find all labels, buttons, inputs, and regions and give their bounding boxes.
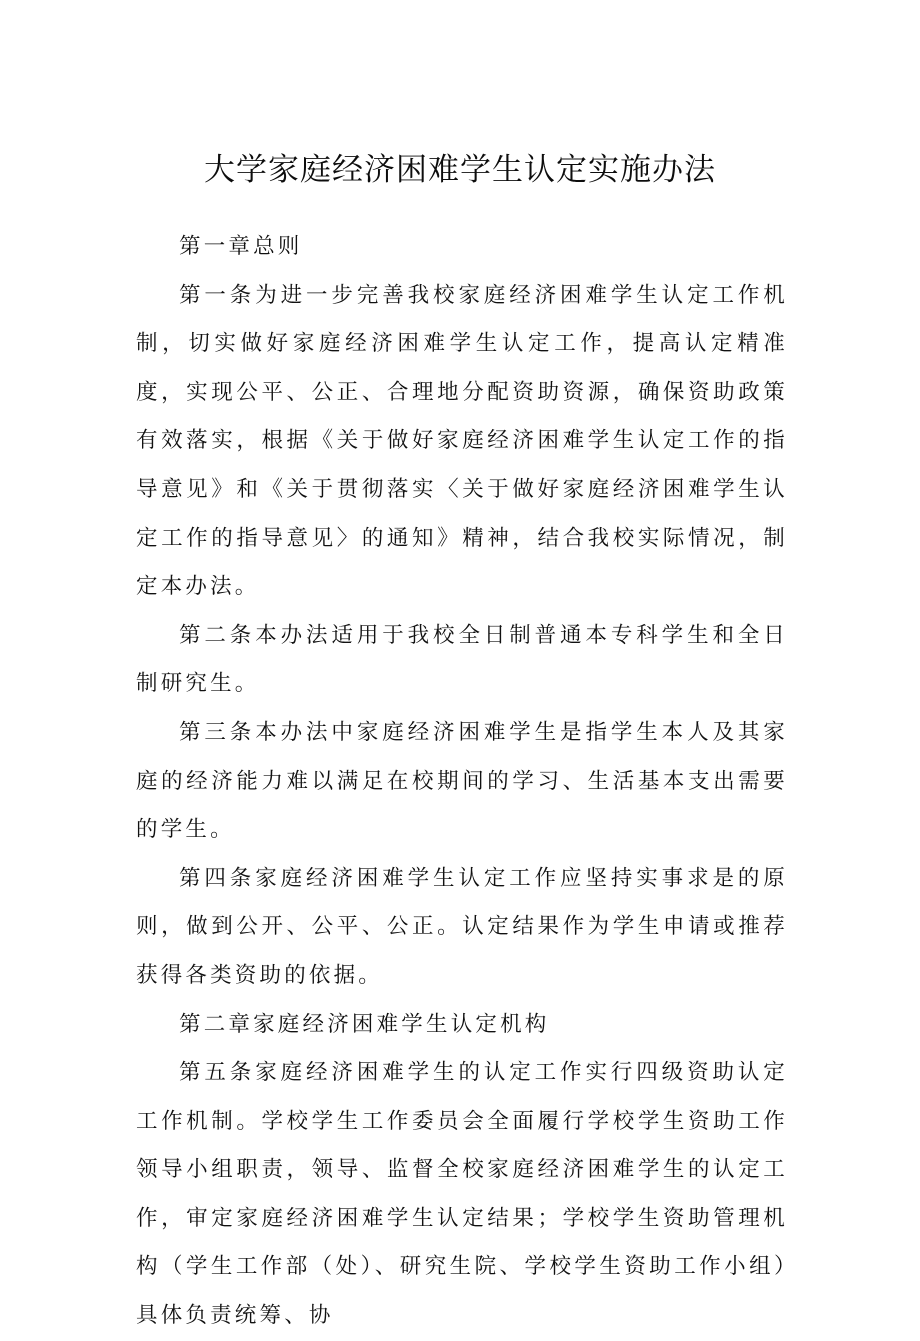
document-body [136, 223, 788, 1341]
document-title: 大学家庭经济困难学生认定实施办法 [204, 152, 716, 188]
article-2: 第二条本办法适用于我校全日制普通本专科学生和全日制研究生。 [136, 622, 788, 697]
article-4: 第四条家庭经济困难学生认定工作应坚持实事求是的原则，做到公开、公平、公正。认定结果作为学生申请或推荐获得各类资助的依据。 [136, 865, 788, 988]
article-1: 第一条为进一步完善我校家庭经济困难学生认定工作机制，切实做好家庭经济困难学生认定工作，提高认定精准度，实现公平、公正、合理地分配资助资源，确保资助政策有效落实，根据《关于做好家庭经济困难学生认定工作的指导意见》和《关于贯彻落实〈关于做好家庭经济困难学生认定工作的指导意见〉的通知》精神，结合我校实际情况，制定本办法。 [136, 282, 788, 600]
chapter-heading-1: 第一章总则 [179, 234, 303, 259]
article-3: 第三条本办法中家庭经济困难学生是指学生本人及其家庭的经济能力难以满足在校期间的学习、生活基本支出需要的学生。 [136, 719, 788, 843]
article-5: 第五条家庭经济困难学生的认定工作实行四级资助认定工作机制。学校学生工作委员会全面履行学校学生资助工作领导小组职责，领导、监督全校家庭经济困难学生的认定工作，审定家庭经济困难学生认定结果；学校学生资助管理机构（学生工作部（处）、研究生院、学校学生资助工作小组）具体负责统筹、协 [136, 1060, 788, 1329]
chapter-heading-2: 第二章家庭经济困难学生认定机构 [179, 1011, 550, 1037]
